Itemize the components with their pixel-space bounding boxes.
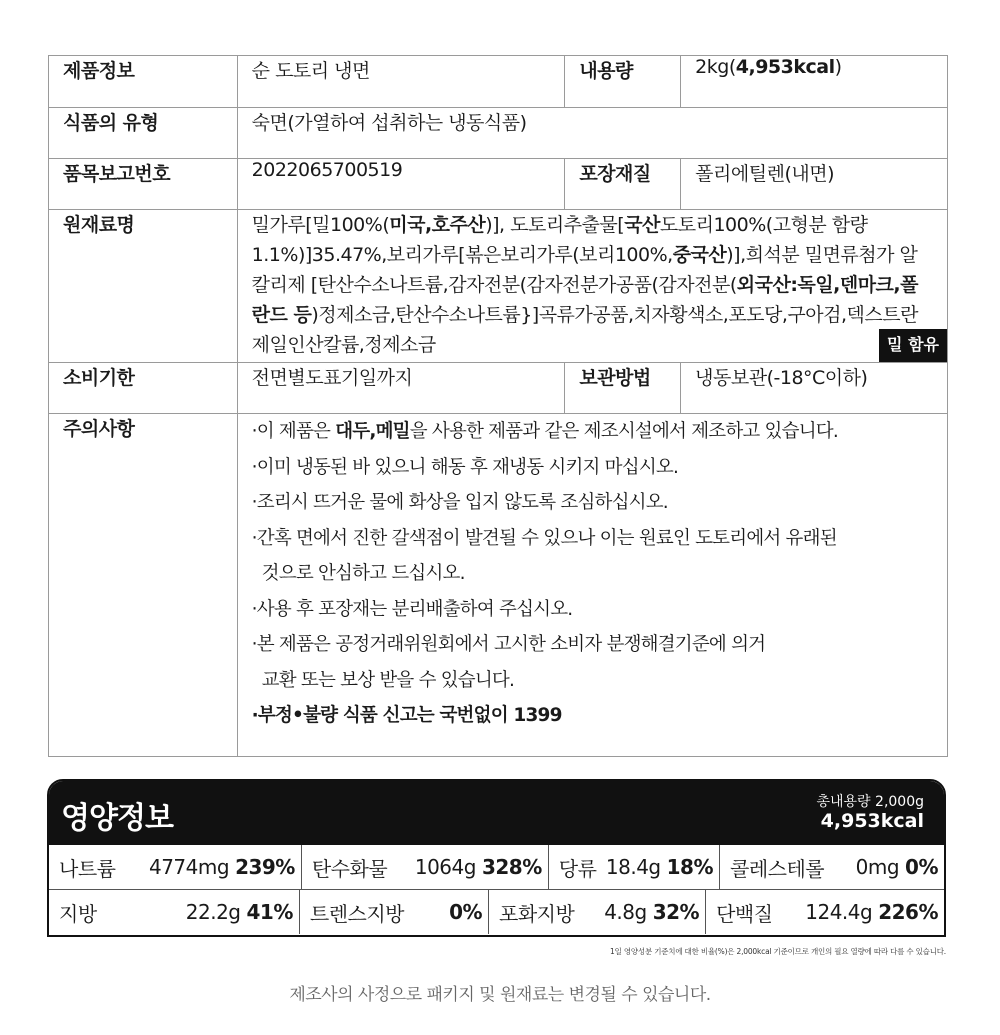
packaging-label: 포장재질	[565, 159, 681, 210]
nutrient-name: 단백질	[716, 901, 773, 926]
nutrition-row	[49, 890, 944, 934]
raw-material-text	[251, 210, 939, 360]
wheat-allergen-badge: 밀 함유	[879, 329, 947, 362]
raw-material-segment: )], 도토리추출물[	[485, 214, 625, 236]
nutrient-percent: 239%	[235, 855, 295, 879]
raw-material-segment: )],희석분 밀면류첨가 알칼리제 [탄산수소나트륨,감자전분(감자전분가공품(감자전분(	[251, 244, 918, 296]
raw-material-segment: 미국,호주산	[389, 214, 486, 236]
product-info-table	[48, 55, 948, 757]
caution-line-allergen: ·이 제품은 대두,메밀을 사용한 제품과 같은 제조시설에서 제조하고 있습니다.	[251, 421, 838, 442]
nutrient-percent: 32%	[652, 900, 700, 924]
nutrient-cell	[49, 890, 300, 934]
product-info-label: 제품정보	[49, 56, 238, 108]
nutrient-cell	[489, 890, 706, 934]
nutrient-amount: 18.4g	[605, 855, 661, 879]
food-type-label: 식품의 유형	[49, 108, 238, 159]
volume-value: 2kg(4,953kcal)	[681, 56, 948, 108]
raw-material-label: 원재료명	[49, 210, 238, 363]
caution-line: ·조리시 뜨거운 물에 화상을 입지 않도록 조심하십시오.	[251, 492, 668, 513]
nutrition-panel	[47, 779, 946, 937]
raw-material-segment: 도토리100%(고형분 함량 1.1%)]35.47%,보리가루[볶은보리가루(보리100%,	[251, 214, 868, 266]
caution-line: ·사용 후 포장재는 분리배출하여 주십시오.	[251, 598, 573, 620]
caution-cell	[237, 414, 947, 757]
report-no-value: 2022065700519	[237, 159, 565, 210]
nutrient-amount: 1064g	[414, 855, 476, 879]
allergen-names: 대두,메밀	[335, 421, 410, 442]
raw-material-segment: 중국산	[672, 244, 727, 266]
nutrient-name: 포화지방	[499, 901, 575, 926]
caution-line: 것으로 안심하고 드십시오.	[261, 563, 465, 584]
nutrient-cell	[549, 845, 720, 889]
nutrient-amount: 0mg	[855, 855, 900, 879]
nutrient-percent: 226%	[878, 900, 938, 924]
nutrition-title: 영양정보	[61, 801, 173, 836]
nutrient-percent: 0%	[905, 855, 938, 879]
storage-value: 냉동보관(-18°C이하)	[681, 363, 948, 414]
nutrient-percent: 0%	[449, 900, 483, 924]
nutrient-percent: 41%	[246, 900, 293, 924]
nutrient-amount: 124.4g	[805, 900, 873, 924]
nutrient-amount: 22.2g	[185, 900, 241, 924]
product-info-value: 순 도토리 냉면	[237, 56, 565, 108]
raw-material-cell	[237, 210, 947, 363]
nutrient-name: 탄수화물	[311, 856, 388, 881]
nutrient-amount: 4.8g	[604, 900, 647, 924]
nutrition-row	[49, 845, 944, 890]
raw-material-segment: )정제소금,탄산수소나트륨}]곡류가공품,치자황색소,포도당,구아검,덱스트란제일인산칼륨,정제소금	[251, 304, 918, 356]
change-notice: 제조사의 사정으로 패키지 및 원재료는 변경될 수 있습니다.	[289, 985, 711, 1005]
nutrient-cell	[706, 890, 944, 934]
packaging-value: 폴리에틸렌(내면)	[681, 159, 948, 210]
caution-line: ·간혹 면에서 진한 갈색점이 발견될 수 있으나 이는 원료인 도토리에서 유래된	[251, 527, 837, 549]
report-no-label: 품목보고번호	[49, 159, 238, 210]
volume-kcal: 4,953kcal	[735, 56, 835, 78]
nutrition-footnote: 1일 영양성분 기준치에 대한 비율(%)은 2,000kcal 기준이므로 개인의 필요 열량에 따라 다를 수 있습니다.	[610, 947, 946, 956]
nutrient-percent: 18%	[666, 855, 713, 879]
nutrient-percent: 328%	[481, 855, 542, 879]
nutrition-total	[816, 794, 924, 832]
total-amount: 총내용량 2,000g	[816, 794, 924, 810]
nutrient-cell	[49, 845, 302, 889]
nutrient-cell	[300, 890, 489, 934]
nutrient-name: 나트륨	[59, 856, 116, 881]
volume-label: 내용량	[565, 56, 681, 108]
nutrient-cell	[302, 845, 549, 889]
storage-label: 보관방법	[565, 363, 681, 414]
nutrient-amount: 4774mg	[148, 855, 230, 879]
caution-line: ·이미 냉동된 바 있으니 해동 후 재냉동 시키지 마십시오.	[251, 456, 679, 478]
food-type-value: 숙면(가열하여 섭취하는 냉동식품)	[237, 108, 947, 159]
nutrient-name: 지방	[59, 901, 97, 926]
raw-material-segment: 밀가루[밀100%(	[251, 214, 390, 236]
caution-line: ·본 제품은 공정거래위원회에서 고시한 소비자 분쟁해결기준에 의거	[251, 634, 766, 655]
expiry-value: 전면별도표기일까지	[237, 363, 565, 414]
caution-line-report: ·부정•불량 식품 신고는 국번없이 1399	[251, 705, 562, 726]
nutrient-name: 콜레스테롤	[730, 856, 825, 881]
caution-label: 주의사항	[49, 414, 238, 757]
nutrition-header	[49, 781, 944, 845]
caution-list	[252, 450, 933, 734]
raw-material-segment: 외국산:독일,덴마크,폴란드 등	[251, 274, 918, 326]
caution-line: 교환 또는 보상 받을 수 있습니다.	[261, 669, 515, 691]
nutrient-name: 트렌스지방	[309, 901, 404, 926]
nutrient-name: 당류	[558, 856, 597, 881]
total-kcal: 4,953kcal	[820, 810, 924, 832]
expiry-label: 소비기한	[49, 363, 238, 414]
nutrient-cell	[720, 845, 944, 889]
raw-material-segment: 국산	[624, 214, 660, 236]
